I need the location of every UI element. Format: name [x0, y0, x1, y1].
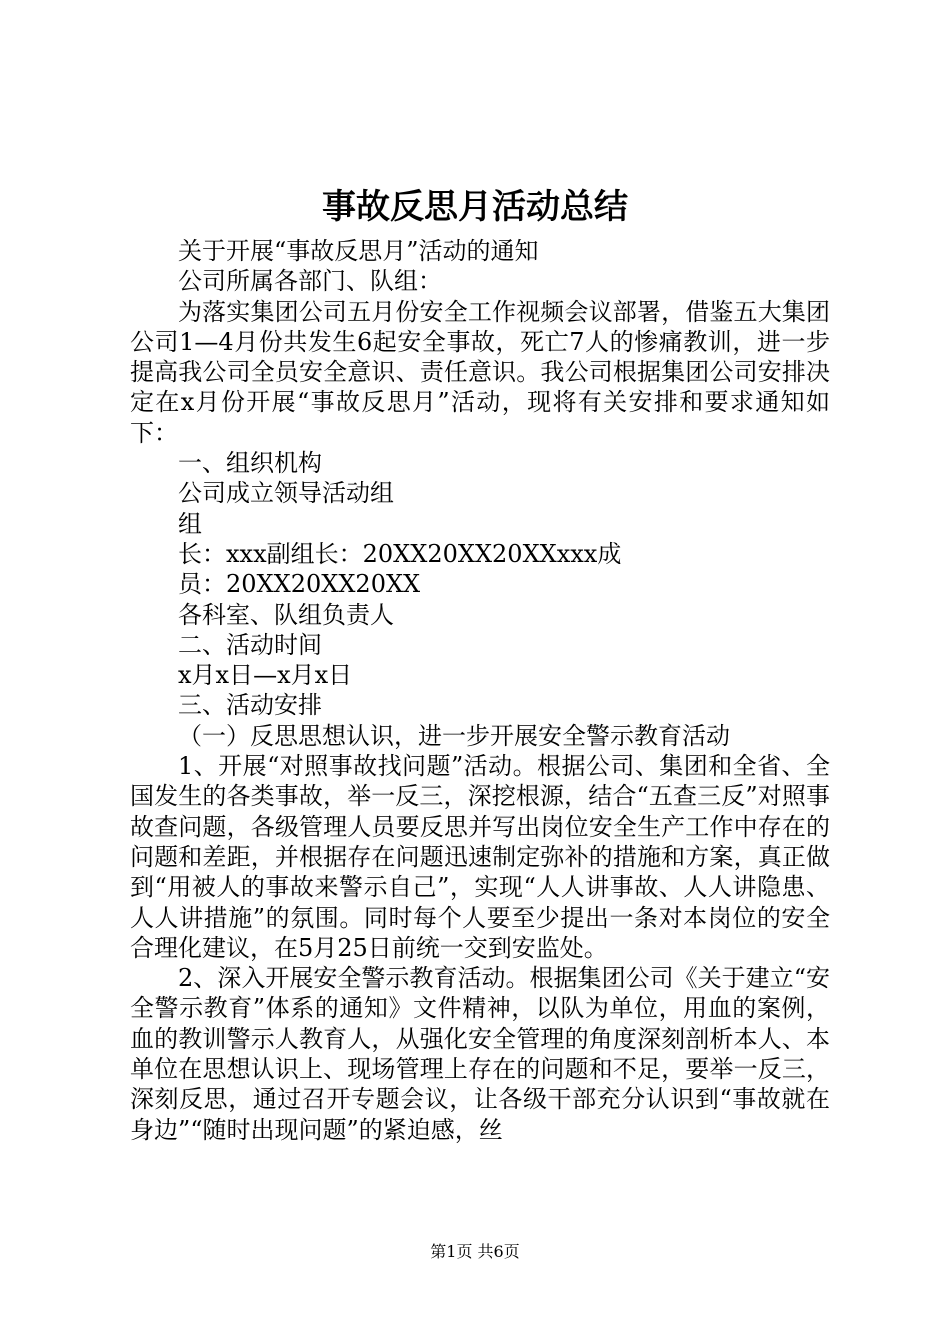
- document-body: [130, 236, 830, 1145]
- notice-heading: 关于开展“事故反思月”活动的通知: [178, 237, 539, 265]
- org-line-4: 员：20XX20XX20XX: [178, 570, 421, 599]
- section-heading-arrangement: 三、活动安排: [178, 691, 322, 720]
- intro-paragraph: 为落实集团公司五月份安全工作视频会议部署，借鉴五大集团公司1—4月份共发生6起安全事故，死亡7人的惨痛教训，进一步提高我公司全员安全意识、责任意识。我公司根据集团公司安排决定在x月份开展“事故反思月”活动，现将有关安排和要求通知如下：: [130, 297, 830, 447]
- addressee: 公司所属各部门、队组：: [178, 267, 442, 296]
- org-line-3: 长：xxx副组长：20XX20XX20XXxxx成: [178, 539, 622, 568]
- item-paragraph-2: 2、深入开展安全警示教育活动。根据集团公司《关于建立“安全警示教育”体系的通知》文件精神，以队为单位，用血的案例，血的教训警示人教育人，从强化安全管理的角度深刻剖析本人、本单位在思想认识上、现场管理上存在的问题和不足，要举一反三，深刻反思，通过召开专题会议，让各级干部充分认识到“事故就在身边”“随时出现问题”的紧迫感，丝: [130, 964, 830, 1144]
- subsection-heading-1: （一）反思思想认识，进一步开展安全警示教育活动: [178, 721, 730, 750]
- org-line-1: 公司成立领导活动组: [178, 479, 394, 508]
- activity-dates: x月x日—x月x日: [178, 661, 353, 690]
- page-footer: 第1页 共6页: [430, 1242, 520, 1261]
- org-line-2: 组: [178, 509, 202, 538]
- document-title: 事故反思月活动总结: [322, 187, 628, 227]
- section-heading-organization: 一、组织机构: [178, 449, 322, 478]
- section-heading-time: 二、活动时间: [178, 630, 322, 659]
- item-paragraph-1: 1、开展“对照事故找问题”活动。根据公司、集团和全省、全国发生的各类事故，举一反三，深挖根源，结合“五查三反”对照事故查问题，各级管理人员要反思并写出岗位安全生产工作中存在的问题和差距，并根据存在问题迅速制定弥补的措施和方案，真正做到“用被人的事故来警示自己”，实现“人人讲事故、人人讲隐患、人人讲措施”的氛围。同时每个人要至少提出一条对本岗位的安全合理化建议，在5月25日前统一交到安监处。: [130, 752, 830, 962]
- org-line-5: 各科室、队组负责人: [178, 600, 394, 629]
